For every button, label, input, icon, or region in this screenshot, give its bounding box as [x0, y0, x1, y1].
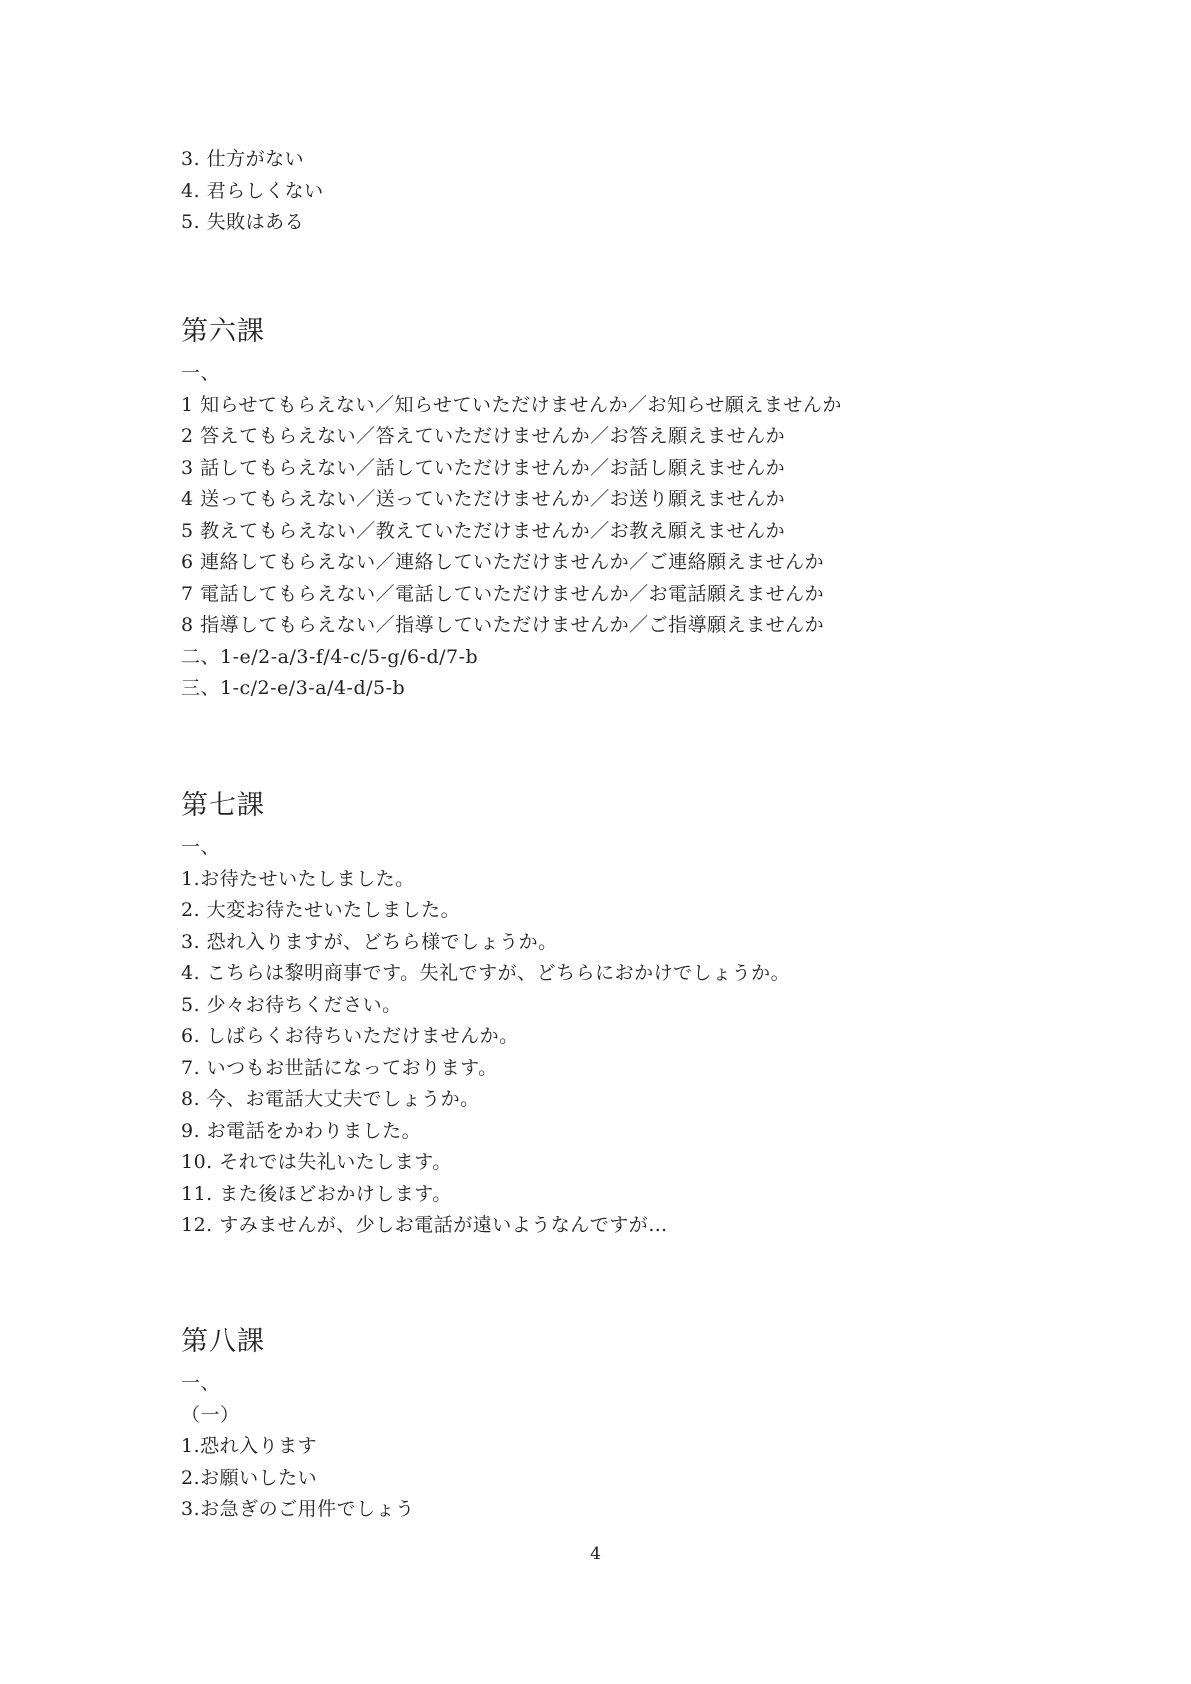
list-item: 一、	[181, 836, 221, 858]
list-item: （一）	[181, 1403, 240, 1426]
list-item: 2.お願いしたい	[181, 1466, 318, 1489]
list-item: 1 知らせてもらえない／知らせていただけませんか／お知らせ願えませんか	[181, 393, 842, 416]
list-item: 7 電話してもらえない／電話していただけませんか／お電話願えませんか	[181, 582, 825, 605]
list-item: 6 連絡してもらえない／連絡していただけませんか／ご連絡願えませんか	[181, 551, 825, 573]
list-item: 8 指導してもらえない／指導していただけませんか／ご指導願えませんか	[181, 614, 825, 636]
list-item: 一、	[181, 362, 221, 384]
list-item: 二、1-e/2-a/3-f/4-c/5-g/6-d/7-b	[181, 645, 479, 668]
list-item: 9. お電話をかわりました。	[181, 1119, 422, 1142]
list-item: 11. また後ほどおかけします。	[181, 1182, 452, 1205]
list-item: 1.お待たせいたしました。	[181, 867, 415, 890]
list-item: 4. 君らしくない	[181, 179, 324, 202]
list-item: 8. 今、お電話大丈夫でしょうか。	[181, 1088, 480, 1110]
list-item: 三、1-c/2-e/3-a/4-d/5-b	[181, 677, 406, 699]
lesson-8-heading: 第八課	[181, 1326, 265, 1357]
lesson-6-section	[181, 312, 1081, 705]
list-item: 1.恐れ入ります	[181, 1435, 318, 1457]
list-item: 3.お急ぎのご用件でしょう	[181, 1498, 415, 1520]
lesson-7-heading: 第七課	[181, 790, 265, 821]
lesson-6-heading: 第六課	[181, 316, 265, 347]
list-item: 4. こちらは黎明商事です。失礼ですが、どちらにおかけでしょうか。	[181, 962, 791, 984]
list-item: 3 話してもらえない／話していただけませんか／お話し願えませんか	[181, 456, 786, 479]
list-item: 3. 恐れ入りますが、どちら様でしょうか。	[181, 930, 558, 953]
lesson-7-section	[181, 786, 1081, 1242]
list-item: 3. 仕方がない	[181, 148, 305, 170]
page-number: 4	[590, 1544, 601, 1564]
list-item: 12. すみませんが、少しお電話が遠いようなんですが…	[181, 1214, 668, 1236]
list-item: 6. しばらくお待ちいただけませんか。	[181, 1025, 519, 1047]
list-item: 4 送ってもらえない／送っていただけませんか／お送り願えませんか	[181, 488, 786, 510]
list-item: 10. それでは失礼いたします。	[181, 1151, 452, 1173]
lesson-8-section	[181, 1322, 1081, 1526]
list-item: 2. 大変お待たせいたしました。	[181, 899, 461, 921]
intro-list	[181, 144, 1081, 239]
list-item: 5 教えてもらえない／教えていただけませんか／お教え願えませんか	[181, 519, 786, 542]
list-item: 5. 失敗はある	[181, 211, 305, 233]
list-item: 一、	[181, 1372, 221, 1394]
list-item: 5. 少々お待ちください。	[181, 993, 402, 1016]
list-item: 7. いつもお世話になっております。	[181, 1056, 498, 1079]
list-item: 2 答えてもらえない／答えていただけませんか／お答え願えませんか	[181, 425, 786, 447]
